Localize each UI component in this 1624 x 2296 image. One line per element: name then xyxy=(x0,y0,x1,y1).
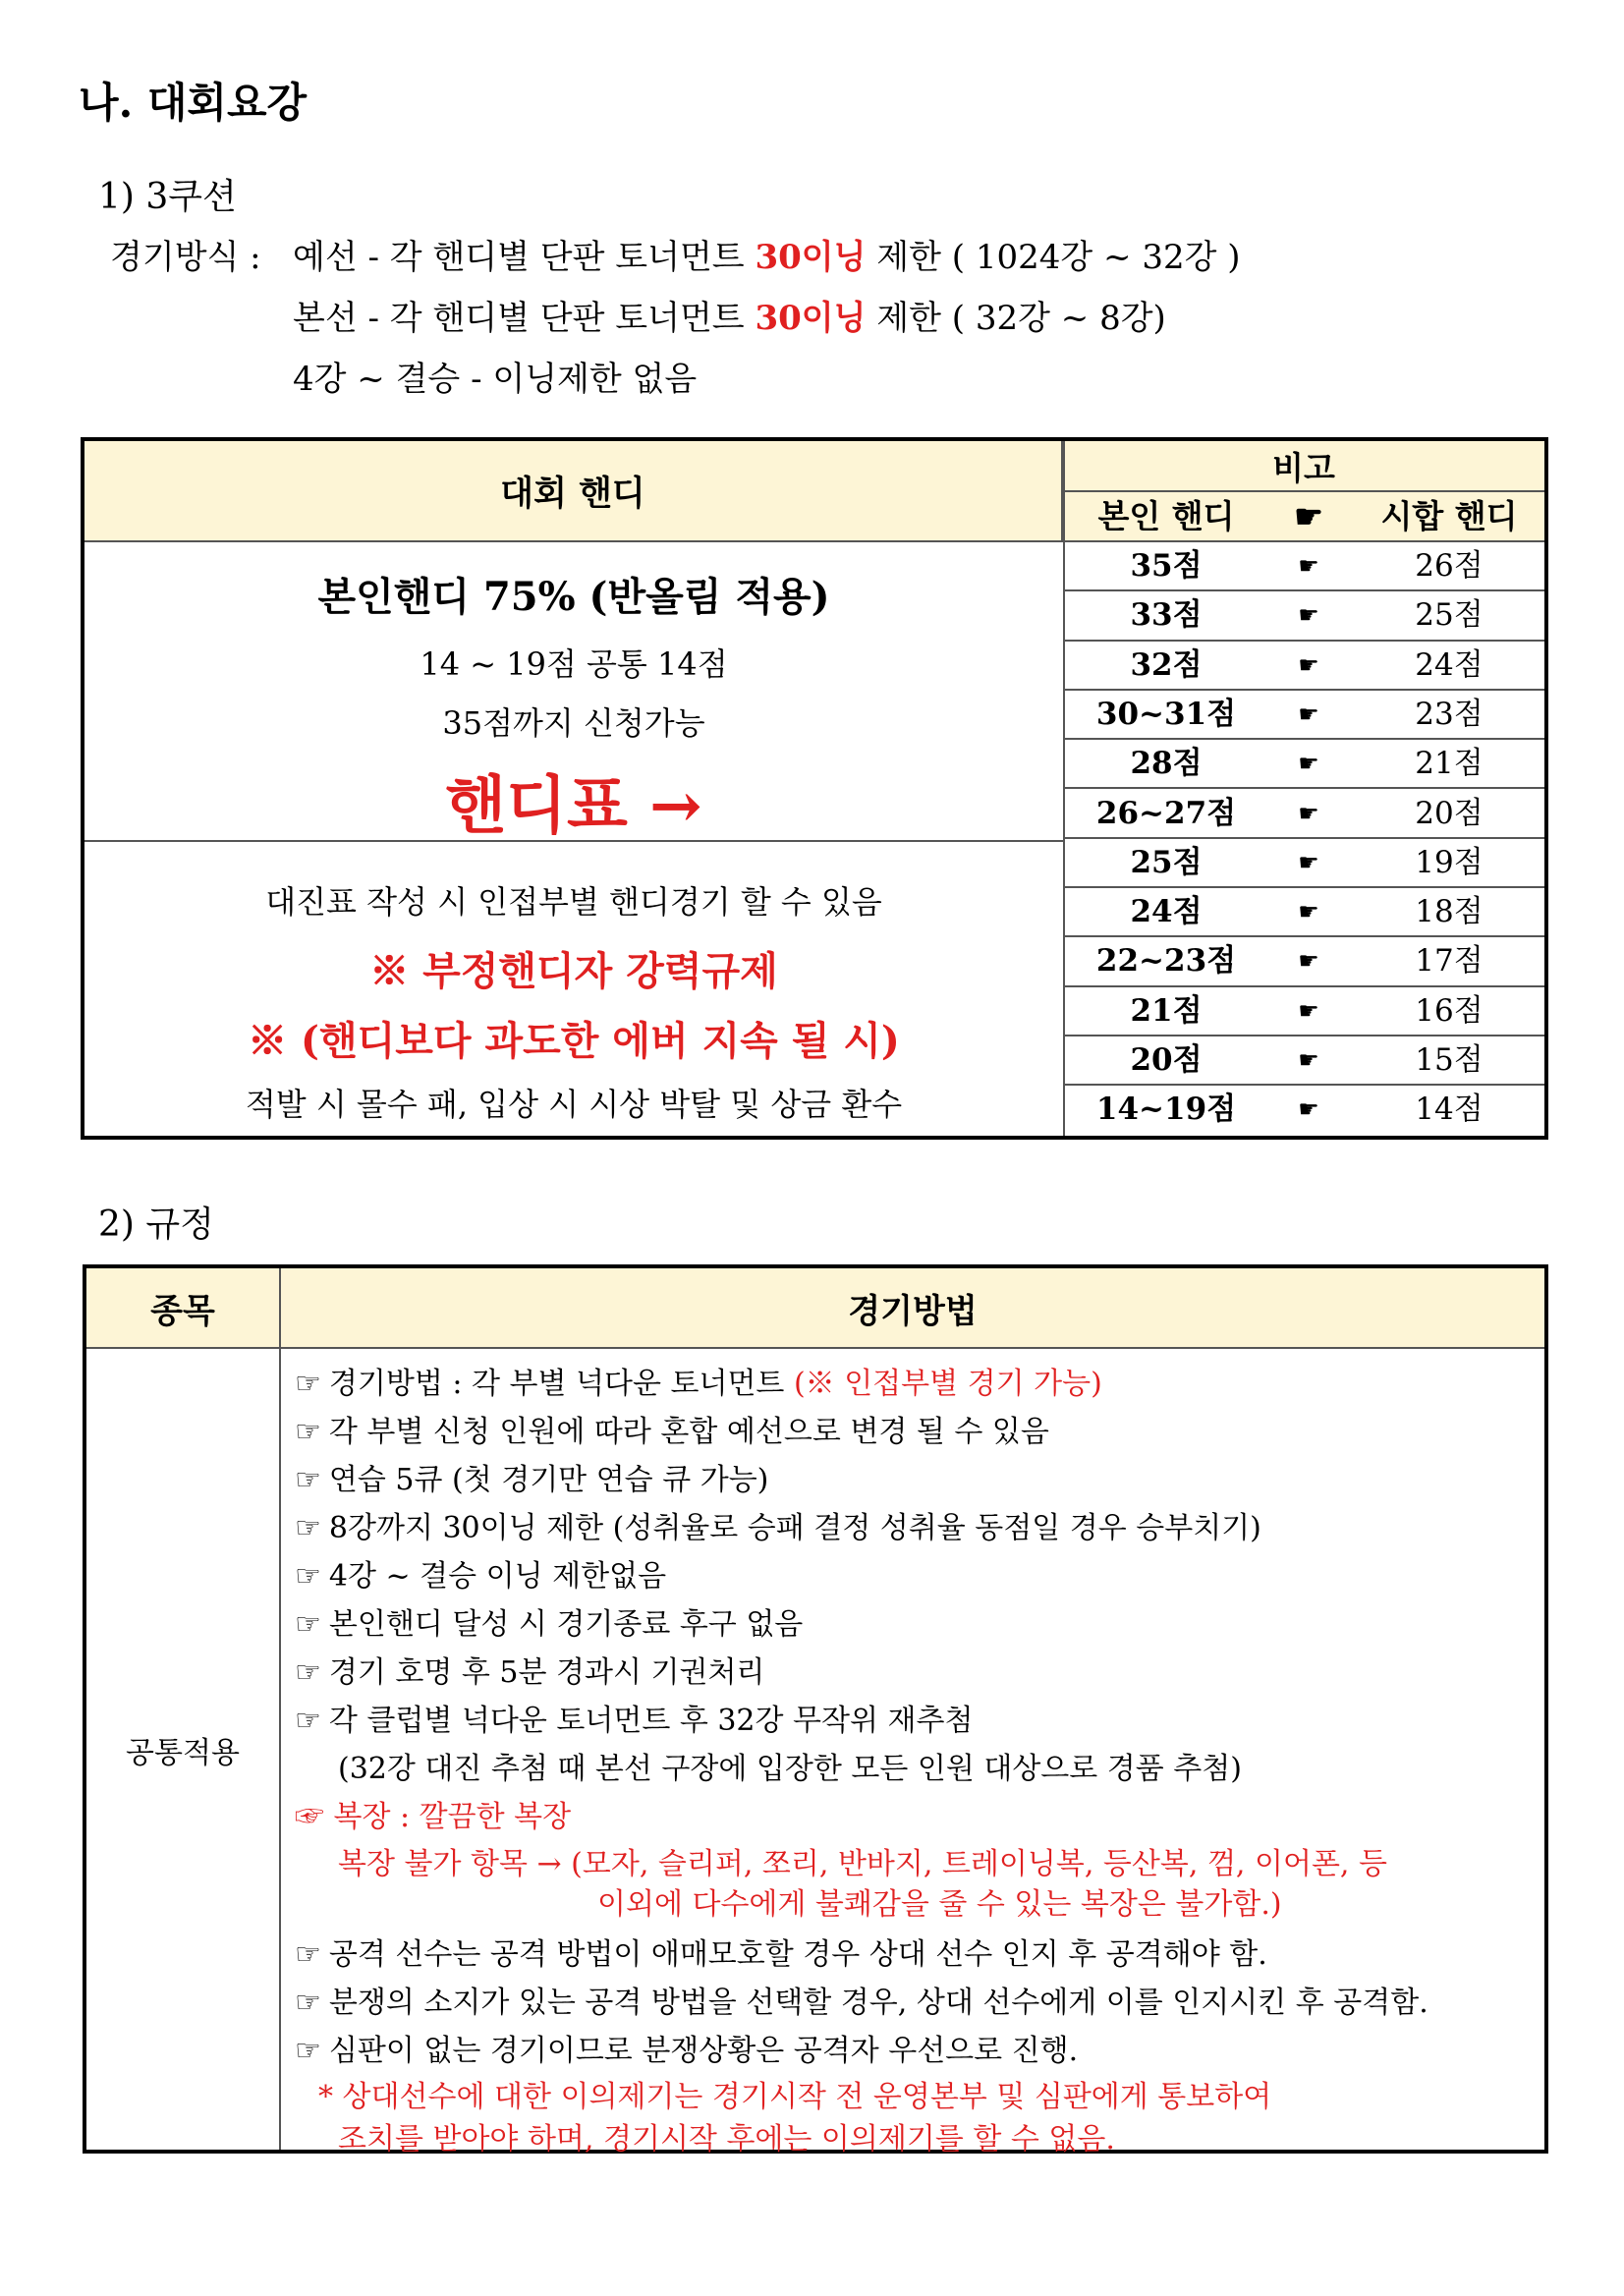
pointing-hand-icon: ☛ xyxy=(1298,601,1319,630)
match-handicap: 23점 xyxy=(1415,696,1484,732)
rule-item xyxy=(295,1696,973,1739)
protest-note-line-2: 조치를 받아야 하며, 경기시작 후에는 이의제기를 할 수 없음. xyxy=(338,2122,1115,2156)
rule-75-percent: 본인핸디 75% (반올림 적용) xyxy=(317,574,830,620)
match-handicap: 20점 xyxy=(1415,795,1484,831)
pointing-hand-icon: ☛ xyxy=(1298,650,1319,679)
rule-text: 분쟁의 소지가 있는 공격 방법을 선택할 경우, 상대 선수에게 이를 인지시킨 후 공격함. xyxy=(328,1986,1428,2020)
rule-item xyxy=(295,1407,1049,1450)
rule-text: 경기 호명 후 5분 경과시 기권처리 xyxy=(328,1655,765,1690)
method-line-2-pre: 본선 - 각 핸디별 단판 토너먼트 xyxy=(293,299,756,338)
rule-item xyxy=(295,1599,803,1643)
handicap-row xyxy=(1063,542,1544,591)
own-handicap: 32점 xyxy=(1130,646,1203,683)
header-match-handicap: 시합 핸디 xyxy=(1380,497,1518,535)
method-line-2 xyxy=(293,291,1166,339)
average-warning: ※ (핸디보다 과도한 에버 지속 될 시) xyxy=(248,1018,900,1064)
header-event: 종목 xyxy=(86,1268,281,1349)
handicap-row xyxy=(1063,740,1544,789)
own-handicap: 33점 xyxy=(1130,597,1203,634)
pointing-hand-icon: ☛ xyxy=(1298,552,1319,580)
header-remarks: 비고 xyxy=(1063,441,1544,492)
pointing-hand-icon: ☞ xyxy=(295,1655,321,1690)
penalty-note: 적발 시 몰수 패, 입상 시 시상 박탈 및 상금 환수 xyxy=(245,1086,903,1123)
bracket-note: 대진표 작성 시 인접부별 핸디경기 할 수 있음 xyxy=(265,883,882,921)
handicap-rule-block xyxy=(84,542,1063,842)
rule-text: 본인핸디 달성 시 경기종료 후구 없음 xyxy=(328,1607,804,1642)
pointing-hand-icon: ☞ xyxy=(295,1937,321,1972)
handicap-row xyxy=(1063,937,1544,986)
illegal-handicap-warning: ※ 부정핸디자 강력규제 xyxy=(369,948,778,994)
rule-item xyxy=(295,1978,1428,2021)
match-handicap: 25점 xyxy=(1415,597,1484,634)
pointing-hand-icon: ☞ xyxy=(295,1511,321,1545)
section-title-3cushion: 1) 3쿠션 xyxy=(98,177,237,217)
match-handicap: 21점 xyxy=(1415,746,1484,782)
header-subheads xyxy=(1063,492,1544,542)
handicap-row xyxy=(1063,790,1544,839)
method-line-1-red: 30이닝 xyxy=(755,238,867,277)
category-common: 공통적용 xyxy=(86,1349,281,2150)
rule-text: 4강 ~ 결승 이닝 제한없음 xyxy=(328,1559,667,1594)
handicap-row xyxy=(1063,642,1544,691)
pointing-hand-icon: ☞ xyxy=(295,1704,321,1738)
dress-code-title: ☞ 복장 : 깔끔한 복장 xyxy=(295,1800,572,1834)
handicap-row xyxy=(1063,839,1544,888)
method-line-1-pre: 예선 - 각 핸디별 단판 토너먼트 xyxy=(293,238,756,277)
rule-max-35: 35점까지 신청가능 xyxy=(442,704,705,742)
own-handicap: 24점 xyxy=(1130,894,1203,930)
own-handicap: 25점 xyxy=(1130,844,1203,880)
rule-item xyxy=(295,1503,1261,1546)
pointing-hand-icon: ☛ xyxy=(1298,996,1319,1025)
handicap-row xyxy=(1063,987,1544,1036)
handicap-table xyxy=(81,437,1548,1140)
match-handicap: 14점 xyxy=(1415,1092,1484,1128)
pointing-hand-icon: ☛ xyxy=(1298,898,1319,926)
rule-text: 공격 선수는 공격 방법이 애매모호할 경우 상대 선수 인지 후 공격해야 함. xyxy=(328,1937,1267,1972)
dress-ban-line-2: 이외에 다수에게 불쾌감을 줄 수 있는 복장은 불가함.) xyxy=(597,1887,1282,1922)
rule-common-14: 14 ~ 19점 공통 14점 xyxy=(420,645,728,683)
handicap-row xyxy=(1063,1036,1544,1086)
regulation-block xyxy=(84,842,1063,1136)
header-game-method: 경기방법 xyxy=(281,1268,1544,1349)
match-handicap: 17점 xyxy=(1415,943,1484,980)
rule-text: 경기방법 : 각 부별 넉다운 토너먼트 xyxy=(328,1367,794,1401)
pointing-hand-icon: ☞ xyxy=(295,1415,321,1449)
method-line-3: 4강 ~ 결승 - 이닝제한 없음 xyxy=(293,360,698,399)
page-title: 나. 대회요강 xyxy=(79,79,308,127)
rule-item xyxy=(295,1648,764,1691)
method-line-1-post: 제한 ( 1024강 ~ 32강 ) xyxy=(866,238,1241,277)
rules-table xyxy=(83,1264,1548,2154)
own-handicap: 35점 xyxy=(1130,548,1203,584)
header-competition-handicap: 대회 핸디 xyxy=(84,441,1063,542)
header-own-handicap: 본인 핸디 xyxy=(1097,497,1235,535)
pointing-hand-icon: ☞ xyxy=(295,1986,321,2020)
pointing-hand-icon: ☞ xyxy=(295,1463,321,1497)
rule-text: 연습 5큐 (첫 경기만 연습 큐 가능) xyxy=(328,1463,769,1497)
handicap-row xyxy=(1063,1086,1544,1135)
pointing-hand-icon: ☛ xyxy=(1298,848,1319,876)
rule-item xyxy=(295,1359,1102,1402)
pointing-hand-icon: ☞ xyxy=(295,1607,321,1642)
own-handicap: 26~27점 xyxy=(1095,795,1237,831)
rule-item xyxy=(295,1551,666,1595)
pointing-hand-icon: ☛ xyxy=(1298,947,1319,976)
method-line-1 xyxy=(293,230,1241,278)
own-handicap: 14~19점 xyxy=(1095,1092,1237,1128)
match-handicap: 26점 xyxy=(1415,548,1484,584)
rule-text-red: (※ 인접부별 경기 가능) xyxy=(793,1367,1102,1401)
match-handicap: 15점 xyxy=(1415,1042,1484,1078)
rule-text: 각 클럽별 넉다운 토너먼트 후 32강 무작위 재추첨 xyxy=(328,1704,974,1738)
method-line-2-post: 제한 ( 32강 ~ 8강) xyxy=(866,299,1166,338)
own-handicap: 22~23점 xyxy=(1095,943,1237,980)
match-handicap: 18점 xyxy=(1415,894,1484,930)
dress-ban-line-1: 복장 불가 항목 → (모자, 슬리퍼, 쪼리, 반바지, 트레이닝복, 등산복, 껌, 이어폰, 등 xyxy=(338,1847,1387,1881)
pointing-hand-icon: ☛ xyxy=(1298,799,1319,827)
rule-text: 8강까지 30이닝 제한 (성취율로 승패 결정 성취율 동점일 경우 승부치기) xyxy=(328,1511,1261,1545)
method-label: 경기방식 : xyxy=(110,238,261,277)
match-handicap: 24점 xyxy=(1415,646,1484,683)
match-handicap: 19점 xyxy=(1415,844,1484,880)
method-line-2-red: 30이닝 xyxy=(755,299,867,338)
rule-note: (32강 대진 추첨 때 본선 구장에 입장한 모든 인원 대상으로 경품 추첨) xyxy=(338,1752,1242,1786)
pointing-hand-icon: ☛ xyxy=(1298,1046,1319,1074)
section-title-rules: 2) 규정 xyxy=(98,1204,214,1245)
handicap-row xyxy=(1063,691,1544,740)
protest-note-line-1: * 상대선수에 대한 이의제기는 경기시작 전 운영본부 및 심판에게 통보하여 xyxy=(318,2080,1272,2114)
match-handicap: 16점 xyxy=(1415,992,1484,1029)
pointing-hand-icon: ☞ xyxy=(295,2034,321,2068)
pointing-hand-icon: ☛ xyxy=(1294,497,1323,535)
pointing-hand-icon: ☞ xyxy=(295,1367,321,1401)
pointing-hand-icon: ☞ xyxy=(295,1559,321,1594)
own-handicap: 21점 xyxy=(1130,992,1203,1029)
handicap-row xyxy=(1063,888,1544,937)
rule-text: 각 부별 신청 인원에 따라 혼합 예선으로 변경 될 수 있음 xyxy=(328,1415,1049,1449)
own-handicap: 20점 xyxy=(1130,1042,1203,1078)
rule-item xyxy=(295,2026,1078,2069)
handicap-row xyxy=(1063,591,1544,641)
pointing-hand-icon: ☛ xyxy=(1298,700,1319,728)
pointing-hand-icon: ☛ xyxy=(1298,750,1319,778)
rule-text: 심판이 없는 경기이므로 분쟁상황은 공격자 우선으로 진행. xyxy=(328,2034,1079,2068)
pointing-hand-icon: ☛ xyxy=(1298,1095,1319,1124)
rule-item xyxy=(295,1930,1267,1973)
own-handicap: 28점 xyxy=(1130,746,1203,782)
own-handicap: 30~31점 xyxy=(1095,696,1237,732)
handicap-chart-label: 핸디표 → xyxy=(445,769,702,843)
rule-item xyxy=(295,1455,768,1498)
